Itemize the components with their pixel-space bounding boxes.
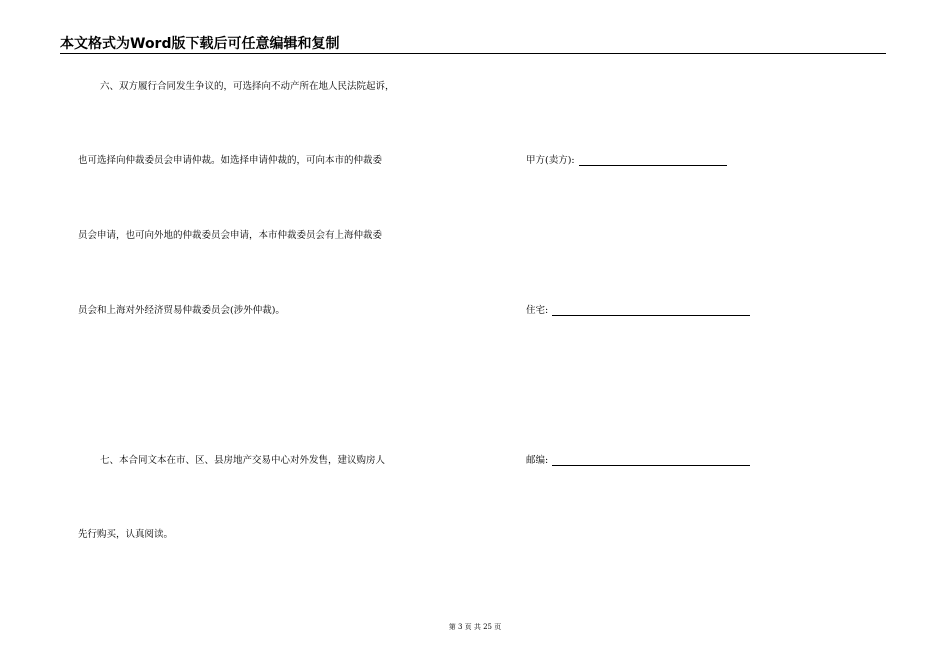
header-divider xyxy=(60,53,886,54)
page-number-footer: 第 3 页 共 25 页 xyxy=(448,623,502,631)
party-a-seller-field xyxy=(526,155,727,167)
clause-six-line-2: 也可选择向仲裁委员会申请仲裁。如选择申请仲裁的，可向本市的仲裁委 xyxy=(78,155,383,166)
clause-seven-line-1: 七、本合同文本在市、区、县房地产交易中心对外发售，建议购房人 xyxy=(100,455,386,466)
clause-six-line-3: 员会申请，也可向外地的仲裁委员会申请，本市仲裁委员会有上海仲裁委 xyxy=(78,230,383,241)
party-a-seller-blank xyxy=(579,165,727,166)
postcode-label: 邮编: xyxy=(526,455,549,466)
address-label: 住宅: xyxy=(526,305,549,316)
clause-seven-line-2: 先行购买，认真阅读。 xyxy=(78,529,174,540)
postcode-field xyxy=(526,455,750,467)
postcode-blank xyxy=(552,465,750,466)
clause-six-line-1: 六、双方履行合同发生争议的，可选择向不动产所在地人民法院起诉， xyxy=(100,81,395,92)
party-a-seller-label: 甲方(卖方): xyxy=(526,155,575,166)
clause-six-line-4: 员会和上海对外经济贸易仲裁委员会(涉外仲裁)。 xyxy=(78,305,285,316)
address-field xyxy=(526,305,750,317)
address-blank xyxy=(552,315,750,316)
document-header-title: 本文格式为Word版下载后可任意编辑和复制 xyxy=(60,36,340,52)
